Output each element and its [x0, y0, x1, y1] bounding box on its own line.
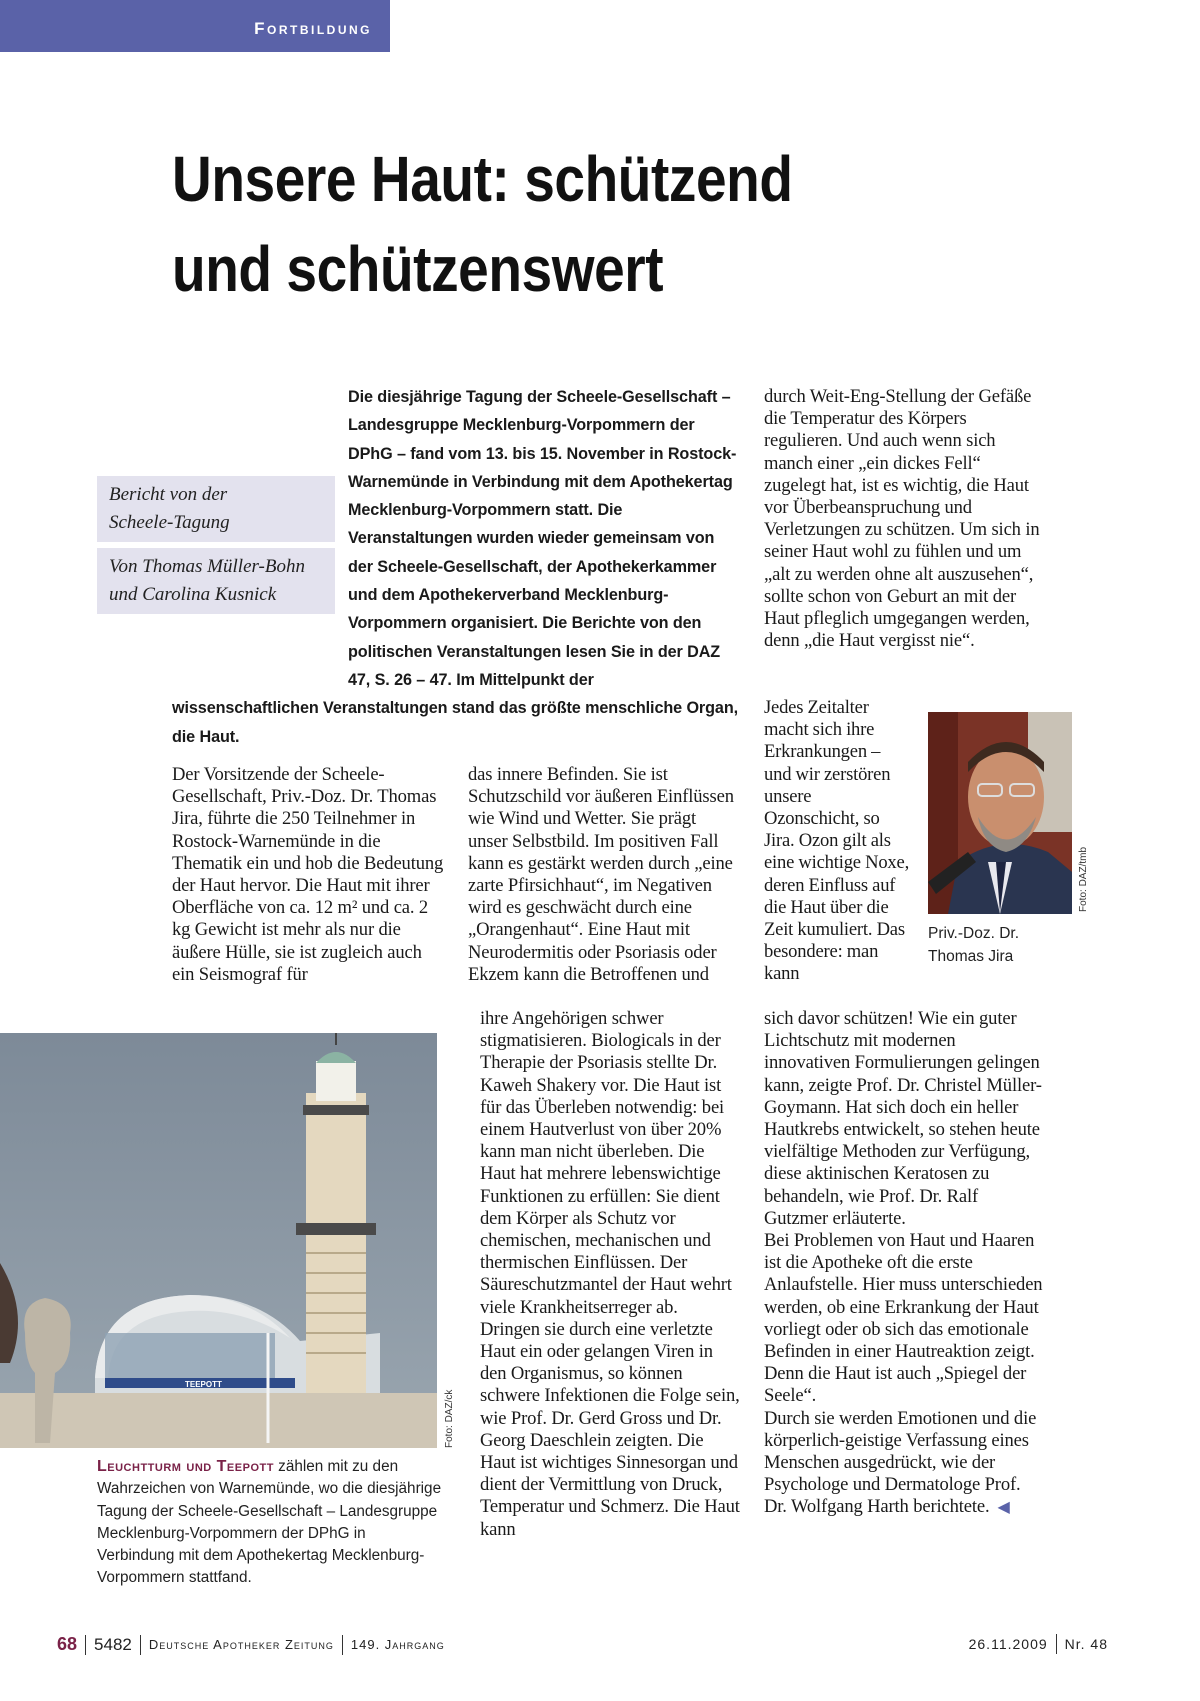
- portrait-photo: [928, 712, 1072, 914]
- end-of-article-icon: ◀: [997, 1499, 1010, 1517]
- portrait-caption: [928, 922, 1078, 968]
- article-type-line-2: Scheele-Tagung: [109, 512, 230, 533]
- article-type-line-1: Bericht von der: [109, 484, 228, 505]
- footer-divider: [85, 1635, 86, 1655]
- page-number: 68: [57, 1634, 78, 1654]
- body-paragraph: [764, 1408, 1046, 1520]
- body-column-3-bottom: [764, 1008, 1046, 1520]
- author-line-1: Von Thomas Müller-Bohn: [109, 556, 305, 577]
- teepott-sign: TEEPOTT: [185, 1380, 222, 1389]
- issue-number: Nr. 48: [1064, 1636, 1108, 1652]
- body-column-2-top: [468, 764, 740, 986]
- body-paragraph: Bei Problemen von Haut und Haaren ist die Apotheke oft die erste Anlaufstelle. Hier muss unterschieden werden, ob eine Erkrankung der Haut vorliegt oder ob sich das emotionale Befinden in einer Hautreaktion zeigt. Denn die Haut ist auch „Spiegel der Seele“.: [764, 1230, 1043, 1407]
- portrait-illustration: [928, 712, 1072, 914]
- headline-line-1: Unsere Haut: schützend: [172, 143, 793, 215]
- volume: 149. Jahrgang: [350, 1637, 445, 1652]
- issue-date: 26.11.2009: [968, 1636, 1048, 1652]
- headline-line-2: und schützenswert: [172, 233, 664, 305]
- body-column-3-middle: [764, 697, 910, 986]
- body-paragraph: ihre Angehörigen schwer stigmatisieren. Biologicals in der Therapie der Psoriasis stellte Dr. Kaweh Shakery vor. Die Haut ist für das Überleben notwendig: bei einem Hautverlust von über 20% kann man nicht überleben. Die Haut hat mehrere lebenswichtige Funktionen zu erfüllen: Sie dient dem Körper als Schutz vor chemischen, mechanischen und thermischen Einflüssen. Der Säureschutzmantel der Haut wehrt viele Krankheitserreger ab. Dringen sie durch eine verletzte Haut ein oder gelangen Viren in den Organismus, so können schwere Infektionen die Folge sein, wie Prof. Dr. Gerd Gross und Dr. Georg Daeschlein zeigten. Die Haut ist wichtiges Sinnesorgan und dient der Vermittlung von Druck, Temperatur und Schmerz. Die Haut kann: [480, 1008, 740, 1540]
- footer-divider: [140, 1635, 141, 1655]
- portrait-caption-line-2: Thomas Jira: [928, 948, 1014, 965]
- author-box: [97, 548, 335, 614]
- page-footer-right: [969, 1634, 1108, 1654]
- lead-text: Die diesjährige Tagung der Scheele-Gesellschaft – Landesgruppe Mecklenburg-Vorpommern der DPhG – fand vom 13. bis 15. November in Rostock-Warnemünde in Verbindung mit dem Apothekertag Mecklenburg-Vorpommern statt. Die Veranstaltungen wurden wieder gemeinsam von der Scheele-Gesellschaft, der Apothekerkammer und dem Apothekerverband Mecklenburg-Vorpommern organisiert. Die Berichte von den politischen Veranstaltungen lesen Sie in der DAZ 47, S. 26 – 47. Im Mittelpunkt der wissenschaftlichen Veranstaltungen stand das größte menschliche Organ, die Haut.: [172, 388, 739, 746]
- footer-divider: [342, 1635, 343, 1655]
- caption-text: zählen mit zu den Wahrzeichen von Warnemünde, wo die diesjährige Tagung der Scheele-Gesellschaft – Landesgruppe Mecklenburg-Vorpommern der DPhG in Verbindung mit dem Apothekertag Mecklenburg-Vorpommern stattfand.: [97, 1458, 442, 1587]
- caption-lead-in: Leuchtturm und Teepott: [97, 1458, 274, 1475]
- footer-divider: [1056, 1634, 1057, 1654]
- author-line-2: und Carolina Kusnick: [109, 584, 277, 605]
- portrait-photo-credit: Foto: DAZ/tmb: [1078, 846, 1089, 912]
- article-headline: [172, 134, 860, 314]
- total-page-number: 5482: [94, 1634, 132, 1654]
- portrait-caption-line-1: Priv.-Doz. Dr.: [928, 925, 1019, 942]
- lighthouse-caption: [97, 1456, 447, 1590]
- section-label: Fortbildung: [254, 19, 372, 38]
- article-type-box: [97, 476, 335, 542]
- lighthouse-photo-credit: Foto: DAZ/ck: [444, 1389, 455, 1448]
- body-paragraph: das innere Befinden. Sie ist Schutzschild vor äußeren Einflüssen wie Wind und Wetter. Sie prägt unser Selbstbild. Im positiven Fall kann es gestärkt werden durch „eine zarte Pfirsichhaut“, im Negativen wird es geschwächt durch eine „Orangenhaut“. Eine Haut mit Neurodermitis oder Psoriasis oder Ekzem kann die Betroffenen und: [468, 764, 734, 985]
- body-column-3-top: [764, 386, 1046, 652]
- page-footer-left: [57, 1634, 445, 1655]
- body-column-2-bottom: [480, 1008, 742, 1541]
- lighthouse-photo: [0, 1033, 437, 1448]
- lighthouse-illustration: [0, 1033, 437, 1448]
- body-paragraph-text: Durch sie werden Emotionen und die körperlich-geistige Verfassung eines Menschen ausgedrückt, wie der Psychologe und Dermatologe Prof. Dr. Wolfgang Harth berichtete.: [764, 1407, 1037, 1518]
- body-paragraph: sich davor schützen! Wie ein guter Lichtschutz mit modernen innovativen Formulierungen gelingen kann, zeigte Prof. Dr. Christel Müller-Goymann. Hat sich doch ein heller Hautkrebs entwickelt, so stehen heute vielfältige Methoden zur Verfügung, diese aktinischen Keratosen zu behandeln, wie Prof. Dr. Ralf Gutzmer erläuterte.: [764, 1008, 1042, 1229]
- body-paragraph: Jedes Zeitalter macht sich ihre Erkrankungen – und wir zerstören unsere Ozonschicht, so Jira. Ozon gilt als eine wichtige Noxe, deren Einfluss auf die Haut über die Zeit kumuliert. Das besondere: man kann: [764, 697, 910, 985]
- body-column-1: [172, 764, 444, 986]
- body-paragraph: durch Weit-Eng-Stellung der Gefäße die Temperatur des Körpers regulieren. Und auch wenn sich manch einer „ein dickes Fell“ zugelegt hat, ist es wichtig, die Haut vor Überbeanspruchung und Verletzungen zu schützen. Um sich in seiner Haut wohl zu fühlen und um „alt zu werden ohne alt auszusehen“, sollte schon von Geburt an mit der Haut pfleglich umgegangen werden, denn „die Haut vergisst nie“.: [764, 386, 1040, 652]
- section-header-bar: [0, 0, 390, 52]
- publication-name: Deutsche Apotheker Zeitung: [148, 1637, 334, 1652]
- body-paragraph: Der Vorsitzende der Scheele-Gesellschaft, Priv.-Doz. Dr. Thomas Jira, führte die 250 Teilnehmer in Rostock-Warnemünde in die Thematik ein und hob die Bedeutung der Haut hervor. Die Haut mit ihrer Oberfläche von ca. 12 m² und ca. 2 kg Gewicht ist mehr als nur die äußere Hülle, sie ist zugleich auch ein Seismograf für: [172, 764, 444, 985]
